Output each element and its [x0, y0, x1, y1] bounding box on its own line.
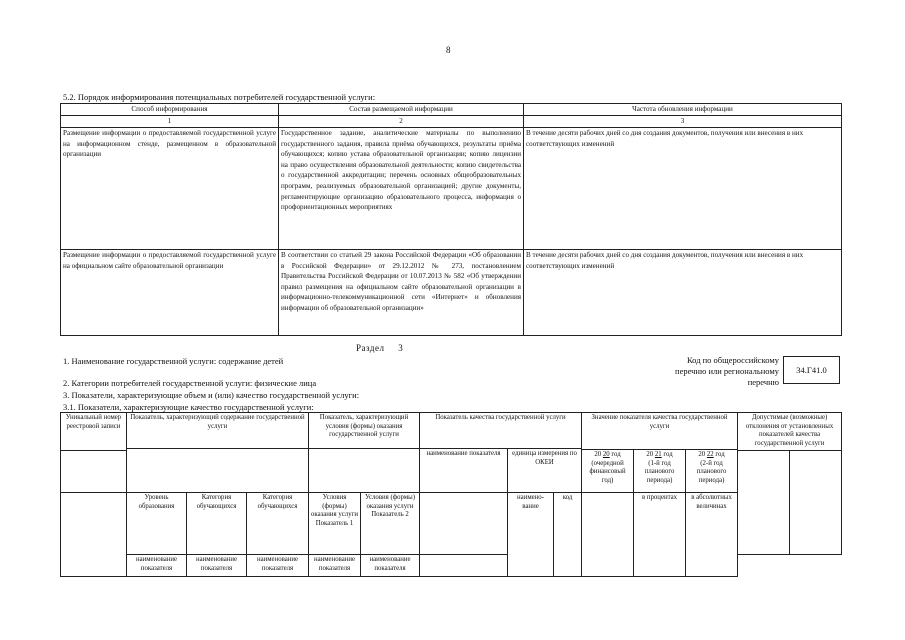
header-method: Способ информирования	[61, 104, 279, 116]
cell-method: Размещение информации о предоставляемой государственной услуге на официальном сайте образовательной организации	[61, 250, 279, 336]
blank-cell	[61, 493, 127, 577]
indicator-name-cell: наименование показателя	[247, 555, 309, 577]
col-unique-number: Уникальный номер реестровой записи	[61, 413, 127, 451]
column-number: 2	[279, 116, 524, 128]
table-row	[61, 128, 842, 250]
header-frequency: Частота обновления информации	[524, 104, 842, 116]
blank-cell	[309, 449, 420, 493]
subcol-condition-1: Условия (формы) оказания услуги Показатель 1	[309, 493, 361, 555]
blank-cell	[127, 449, 309, 493]
cell-content: Государственное задание, аналитические материалы по выполнению государственного задания, правила приёма обучающихся, результаты приёма обучающихся; копию устава образовательной организации; копию лицензии на право осуществления образовательной деятельности; копию свидетельства о государственной аккредитации; перечень основных общеобразовательных программ, реализуемых образовательной организацией; другие документы, регламентирующие организацию образовательного процесса, информация о профориентационных мероприятиях	[279, 128, 524, 250]
code-box	[783, 356, 840, 384]
subcol-student-category: Категория обучающихся	[247, 493, 309, 555]
subcol-student-category: Категория обучающихся	[187, 493, 247, 555]
code-label: Код по общероссийскому перечню или региональному перечню	[675, 355, 779, 387]
table-row	[61, 250, 842, 336]
subcol-absolute: в абсолютных величинах	[686, 493, 738, 577]
subcol-unit-code: код	[554, 493, 582, 577]
indicators-heading: 3. Показатели, характеризующие объем и (или) качество государственной услуги:	[63, 390, 360, 400]
information-table	[60, 103, 842, 336]
section-title	[356, 343, 403, 353]
subcol-unit-name: наимено-вание	[508, 493, 554, 577]
cell-frequency: В течение десяти рабочих дней со дня создания документов, получения или внесения в них соответствующих изменений	[524, 250, 842, 336]
service-name: 1. Наименование государственной услуги: содержание детей	[63, 356, 284, 366]
col-year-1: 20 20 год (очередной финансовый год)	[582, 450, 634, 493]
col-year-3: 20 22 год (2-й год планового периода)	[686, 450, 738, 493]
indicator-name-cell: наименование показателя	[127, 555, 187, 577]
blank-cell	[61, 451, 127, 493]
header-content: Состав размещаемой информации	[279, 104, 524, 116]
info-table-header-row	[61, 104, 842, 116]
blank-cell	[420, 555, 508, 577]
indicator-name-cell: наименование показателя	[309, 555, 361, 577]
blank-cell	[738, 451, 790, 555]
col-year-2: 20 21 год (1-й год планового периода)	[634, 450, 686, 493]
col-conditions-indicator: Показатель, характеризующий условия (формы) оказания государственной услуги	[309, 413, 420, 449]
col-quality-indicator: Показатель качества государственной услуги	[420, 413, 582, 449]
column-number: 1	[61, 116, 279, 128]
code-value: 34.Г41.0	[796, 365, 827, 375]
col-quality-values: Значение показателя качества государственной услуги	[582, 413, 738, 450]
info-table-number-row	[61, 116, 842, 128]
quality-table	[60, 412, 842, 577]
col-deviation: Допустимые (возможные) отклонения от установленных показателей качества государственной услуги	[738, 413, 842, 451]
col-unit: единица измерения по ОКЕИ	[508, 449, 582, 493]
cell-content: В соответствии со статьей 29 закона Российской Федерации «Об образовании в Российской Федерации» от 29.12.2012 № 273, постановлением Правительства Российской Федерации от 10.07.2013 № 582 «Об утверждении правил размещения на официальном сайте образовательной организации в информационно-телекоммуникационной сети «Интернет» и обновления информации об образовательной организации»	[279, 250, 524, 336]
cell-frequency: В течение десяти рабочих дней со дня создания документов, получения или внесения в них соответствующих изменений	[524, 128, 842, 250]
col-quality-name: наименование показателя	[420, 449, 508, 493]
subcol-condition-2: Условия (формы) оказания услуги Показатель 2	[361, 493, 420, 555]
subcol-percent: в процентах	[634, 493, 686, 577]
consumer-category: 2. Категории потребителей государственной услуги: физические лица	[63, 378, 317, 388]
quality-heading: 3.1. Показатели, характеризующие качество государственной услуги:	[63, 402, 314, 412]
section-label: Раздел	[356, 343, 385, 353]
col-content-indicator: Показатель, характеризующий содержание государственной услуги	[127, 413, 309, 449]
table-row	[61, 413, 842, 449]
column-number: 3	[524, 116, 842, 128]
indicator-name-cell: наименование показателя	[187, 555, 247, 577]
blank-cell	[420, 493, 508, 555]
section-number: 3	[398, 343, 404, 353]
indicator-name-cell: наименование показателя	[361, 555, 420, 577]
page-number: 8	[446, 45, 451, 55]
blank-cell	[582, 493, 634, 577]
section-52-heading: 5.2. Порядок информирования потенциальных потребителей государственной услуги:	[63, 92, 376, 102]
subcol-education-level: Уровень образования	[127, 493, 187, 555]
table-row	[61, 493, 842, 555]
cell-method: Размещение информации о предоставляемой государственной услуге на информационном стенде, размещенном в образовательной организации	[61, 128, 279, 250]
blank-cell	[790, 451, 842, 555]
